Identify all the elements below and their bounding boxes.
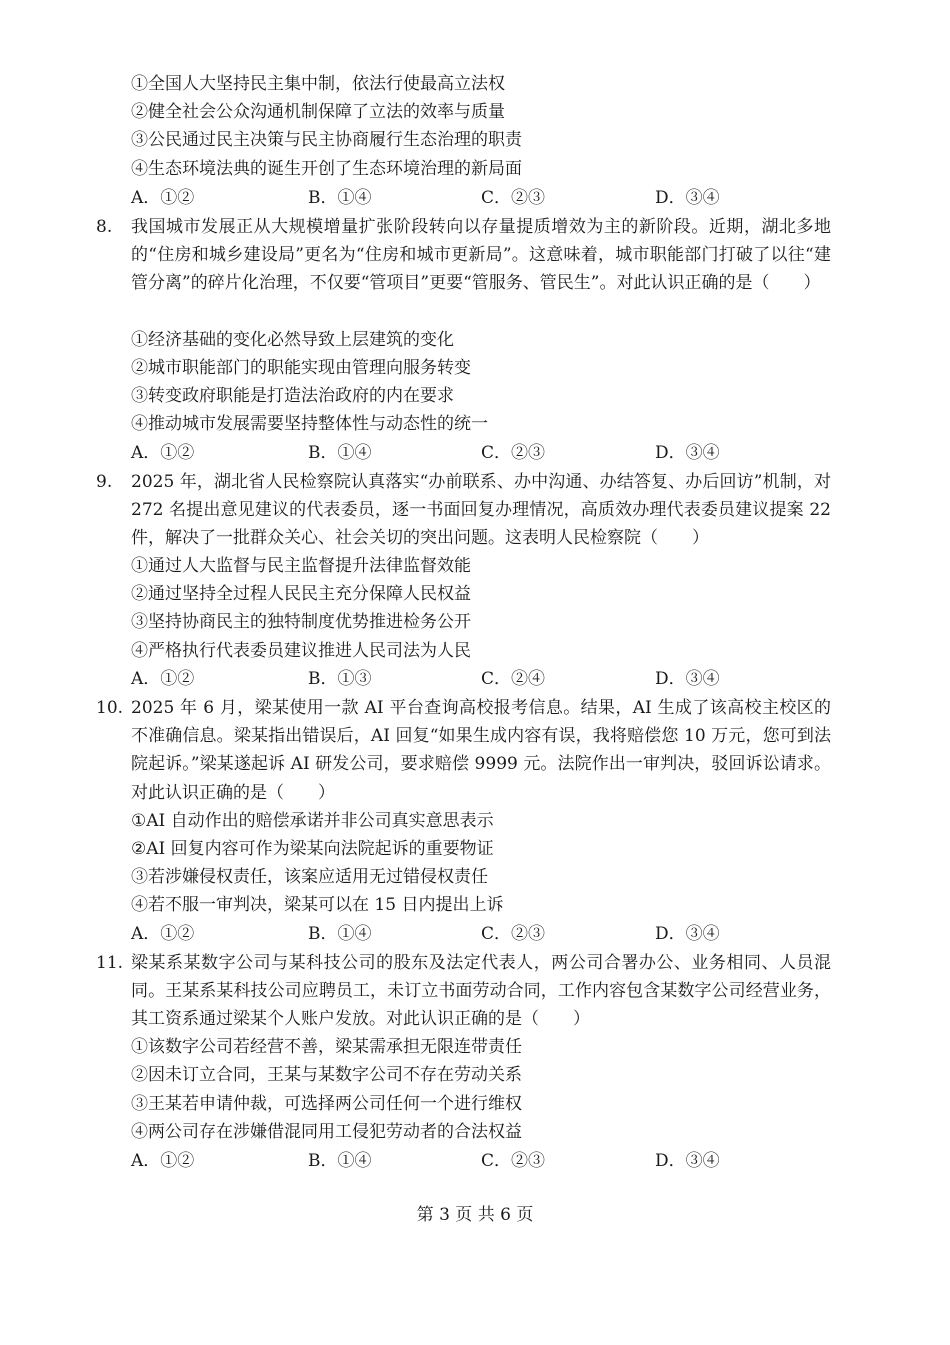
q8-option-a: A．①②	[131, 443, 195, 463]
q11-item-1: ①该数字公司若经营不善，梁某需承担无限连带责任	[131, 1037, 522, 1057]
q11-item-4: ④两公司存在涉嫌借混同用工侵犯劳动者的合法权益	[131, 1122, 522, 1142]
q9-item-3: ③坚持协商民主的独特制度优势推进检务公开	[131, 612, 471, 632]
q11-item-3: ③王某若申请仲裁，可选择两公司任何一个进行维权	[131, 1094, 522, 1114]
q9-item-1: ①通过人大监督与民主监督提升法律监督效能	[131, 556, 471, 576]
q9-number: 9.	[96, 472, 113, 492]
q11-number: 11.	[96, 953, 124, 973]
q10-item-2: ②AI 回复内容可作为梁某向法院起诉的重要物证	[131, 839, 494, 859]
q10-option-b: B．①④	[308, 924, 372, 944]
q8-item-2: ②城市职能部门的职能实现由管理向服务转变	[131, 358, 471, 378]
q9-options	[131, 665, 771, 693]
q8-options	[131, 439, 771, 467]
q9-option-a: A．①②	[131, 669, 195, 689]
q11-item-2: ②因未订立合同，王某与某数字公司不存在劳动关系	[131, 1065, 522, 1085]
q8-option-c: C．②③	[481, 443, 546, 463]
q7-item-3: ③公民通过民主决策与民主协商履行生态治理的职责	[131, 130, 522, 150]
q10-number: 10.	[96, 698, 124, 718]
q8-number: 8.	[96, 217, 113, 237]
q10-item-3: ③若涉嫌侵权责任，该案应适用无过错侵权责任	[131, 867, 488, 887]
q9-item-4: ④严格执行代表委员建议推进人民司法为人民	[131, 641, 471, 661]
q9-option-c: C．②④	[481, 669, 546, 689]
q10-option-a: A．①②	[131, 924, 195, 944]
q7-options	[131, 184, 771, 212]
q7-option-d: D．③④	[655, 188, 720, 208]
q8-stem: 我国城市发展正从大规模增量扩张阶段转向以存量提质增效为主的新阶段。近期，湖北多地的“住房和城乡建设局”更名为“住房和城市更新局”。这意味着，城市职能部门打破了以往“建管分离”的碎片化治理，不仅要“管项目”更要“管服务、管民生”。对此认识正确的是（ ）	[131, 217, 831, 294]
q8-item-3: ③转变政府职能是打造法治政府的内在要求	[131, 386, 454, 406]
q8-option-b: B．①④	[308, 443, 372, 463]
q7-item-2: ②健全社会公众沟通机制保障了立法的效率与质量	[131, 102, 505, 122]
q11-option-d: D．③④	[655, 1151, 720, 1171]
q11-options	[131, 1147, 771, 1175]
q8-item-4: ④推动城市发展需要坚持整体性与动态性的统一	[131, 414, 488, 434]
q9-stem: 2025 年，湖北省人民检察院认真落实“办前联系、办中沟通、办结答复、办后回访”机制，对 272 名提出意见建议的代表委员，逐一书面回复办理情况，高质效办理代表委员建议提案 22 件，解决了一批群众关心、社会关切的突出问题。这表明人民检察院（ ）	[131, 472, 831, 549]
q7-item-4: ④生态环境法典的诞生开创了生态环境治理的新局面	[131, 159, 522, 179]
page-footer: 第 3 页 共 6 页	[416, 1205, 534, 1225]
q8-item-1: ①经济基础的变化必然导致上层建筑的变化	[131, 330, 454, 350]
q11-option-c: C．②③	[481, 1151, 546, 1171]
q9-item-2: ②通过坚持全过程人民民主充分保障人民权益	[131, 584, 471, 604]
q9-option-b: B．①③	[308, 669, 372, 689]
q10-stem: 2025 年 6 月，梁某使用一款 AI 平台查询高校报考信息。结果，AI 生成了该高校主校区的不准确信息。梁某指出错误后，AI 回复“如果生成内容有误，我将赔偿您 10 万元，您可到法院起诉。”梁某遂起诉 AI 研发公司，要求赔偿 9999 元。法院作出一审判决，驳回诉讼请求。对此认识正确的是（ ）	[131, 698, 831, 803]
q7-option-b: B．①④	[308, 188, 372, 208]
q11-stem: 梁某系某数字公司与某科技公司的股东及法定代表人，两公司合署办公、业务相同、人员混同。王某系某科技公司应聘员工，未订立书面劳动合同，工作内容包含某数字公司经营业务，其工资系通过梁某个人账户发放。对此认识正确的是（ ）	[131, 953, 831, 1030]
q9-option-d: D．③④	[655, 669, 720, 689]
q11-option-a: A．①②	[131, 1151, 195, 1171]
q10-options	[131, 920, 771, 948]
q8-option-d: D．③④	[655, 443, 720, 463]
q10-option-d: D．③④	[655, 924, 720, 944]
q10-item-1: ①AI 自动作出的赔偿承诺并非公司真实意思表示	[131, 811, 494, 831]
q10-option-c: C．②③	[481, 924, 546, 944]
q7-item-1: ①全国人大坚持民主集中制，依法行使最高立法权	[131, 74, 505, 94]
q10-item-4: ④若不服一审判决，梁某可以在 15 日内提出上诉	[131, 895, 504, 915]
q7-option-a: A．①②	[131, 188, 195, 208]
q11-option-b: B．①④	[308, 1151, 372, 1171]
q7-option-c: C．②③	[481, 188, 546, 208]
